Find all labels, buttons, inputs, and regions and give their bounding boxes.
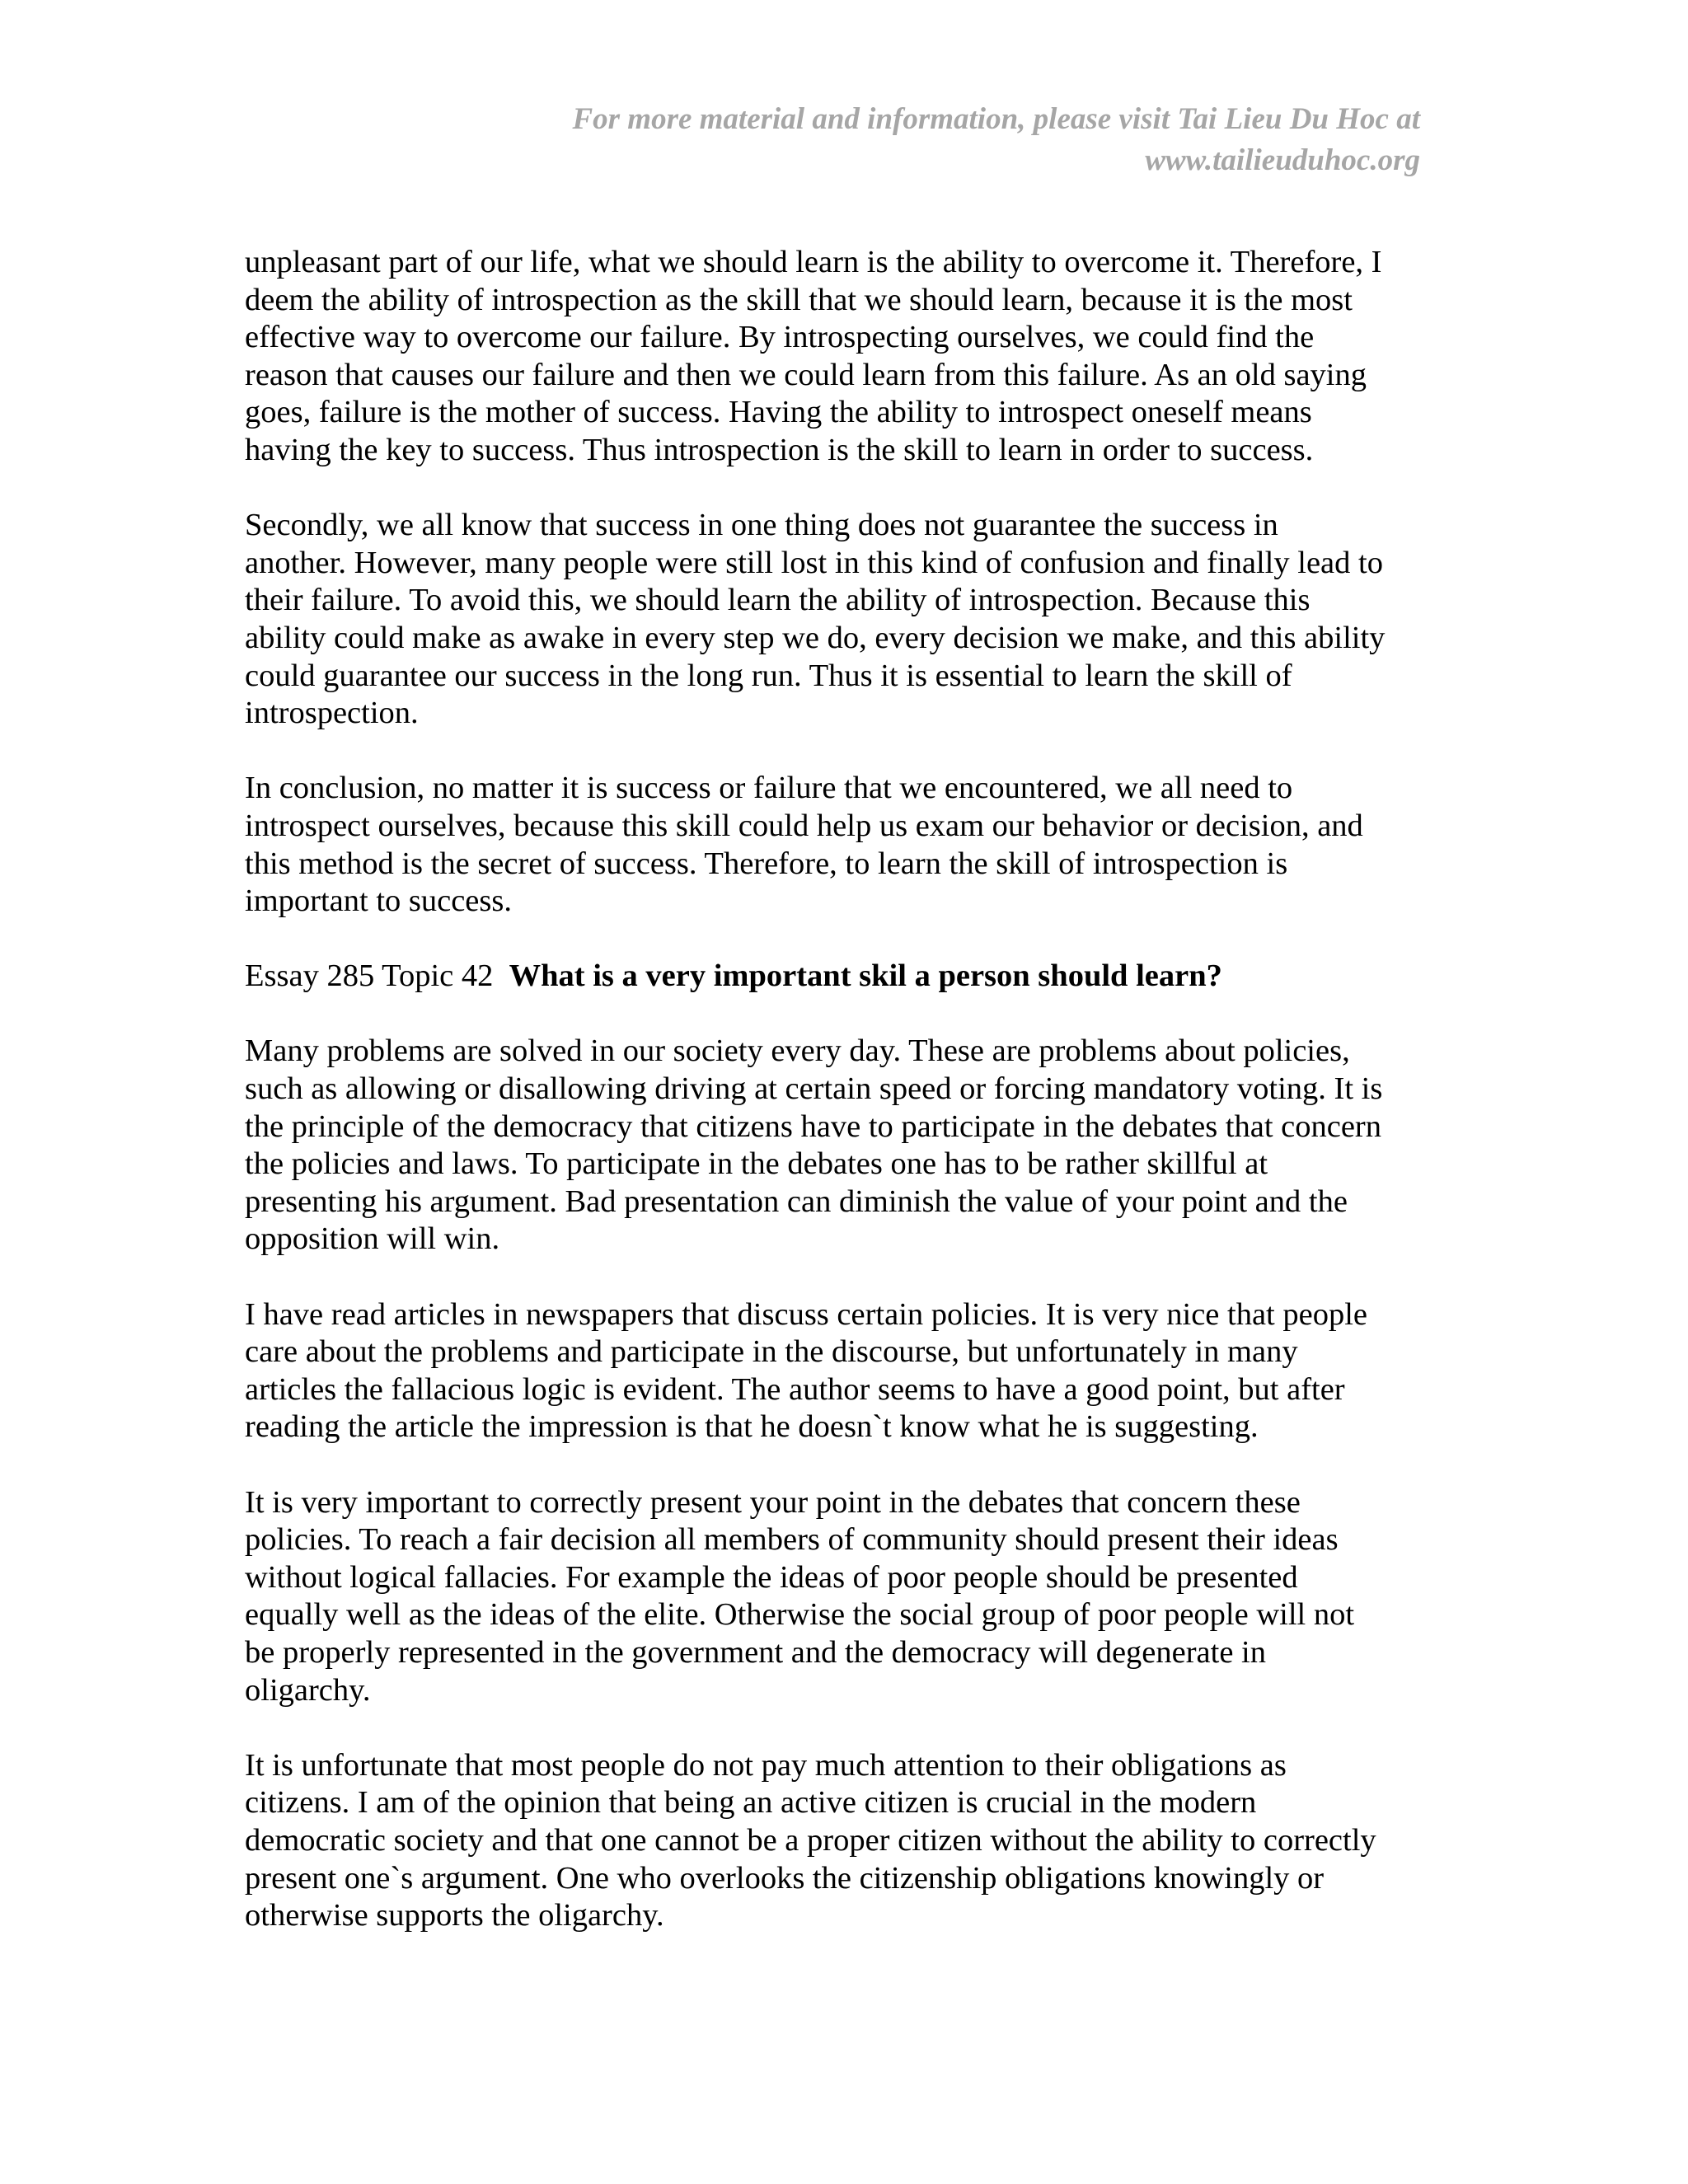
essay-label: Essay 285 Topic 42	[245, 958, 494, 994]
text-line: having the key to success. Thus introspection is the skill to learn in order to success.	[245, 432, 1314, 467]
text-line: Many problems are solved in our society every day. These are problems about policies,	[245, 1033, 1350, 1069]
text-line: the policies and laws. To participate in the debates one has to be rather skillful at	[245, 1146, 1268, 1182]
text-line: oligarchy.	[245, 1672, 371, 1708]
text-line: goes, failure is the mother of success. Having the ability to introspect oneself means	[245, 395, 1312, 430]
text-line: citizens. I am of the opinion that being an active citizen is crucial in the modern	[245, 1785, 1257, 1821]
text-line: It is very important to correctly present your point in the debates that concern these	[245, 1484, 1301, 1520]
page-header-watermark	[431, 99, 1420, 181]
text-line: equally well as the ideas of the elite. Otherwise the social group of poor people will not	[245, 1597, 1355, 1633]
paragraph	[245, 770, 1432, 920]
text-line: their failure. To avoid this, we should learn the ability of introspection. Because this	[245, 583, 1311, 618]
text-line: ability could make as awake in every step we do, every decision we make, and this ability	[245, 620, 1386, 655]
text-line: reading the article the impression is that he doesn`t know what he is suggesting.	[245, 1409, 1259, 1445]
header-line-1: For more material and information, please visit Tai Lieu Du Hoc at	[572, 102, 1420, 136]
text-line: I have read articles in newspapers that discuss certain policies. It is very nice that people	[245, 1296, 1367, 1332]
text-line: without logical fallacies. For example the ideas of poor people should be presented	[245, 1559, 1298, 1595]
text-line: introspect ourselves, because this skill could help us exam our behavior or decision, and	[245, 808, 1363, 843]
text-line: such as allowing or disallowing driving at certain speed or forcing mandatory voting. It is	[245, 1071, 1383, 1107]
text-line: democratic society and that one cannot be a proper citizen without the ability to correctly	[245, 1822, 1376, 1858]
paragraph	[245, 1296, 1432, 1446]
essay-heading	[245, 958, 1432, 996]
text-line: In conclusion, no matter it is success or failure that we encountered, we all need to	[245, 771, 1293, 806]
text-line: another. However, many people were still lost in this kind of confusion and finally lead to	[245, 545, 1383, 580]
text-line: policies. To reach a fair decision all members of community should present their ideas	[245, 1522, 1339, 1558]
text-line: could guarantee our success in the long run. Thus it is essential to learn the skill of	[245, 658, 1292, 693]
paragraph	[245, 1033, 1432, 1258]
paragraph	[245, 1484, 1432, 1710]
text-line: unpleasant part of our life, what we should learn is the ability to overcome it. Therefore, I	[245, 245, 1382, 279]
text-line: articles the fallacious logic is evident. The author seems to have a good point, but after	[245, 1371, 1345, 1407]
document-body	[245, 244, 1432, 1972]
paragraph	[245, 1747, 1432, 1935]
text-line: important to success.	[245, 883, 512, 919]
text-line: It is unfortunate that most people do not pay much attention to their obligations as	[245, 1747, 1287, 1783]
essay-title: What is a very important skil a person should learn?	[509, 958, 1222, 994]
paragraph	[245, 244, 1432, 470]
text-line: effective way to overcome our failure. By introspecting ourselves, we could find the	[245, 320, 1315, 355]
text-line: presenting his argument. Bad presentation can diminish the value of your point and the	[245, 1183, 1348, 1219]
text-line: care about the problems and participate in the discourse, but unfortunately in many	[245, 1334, 1298, 1370]
text-line: the principle of the democracy that citizens have to participate in the debates that concern	[245, 1108, 1381, 1144]
text-line: present one`s argument. One who overlooks the citizenship obligations knowingly or	[245, 1860, 1325, 1896]
text-line: introspection.	[245, 696, 419, 731]
text-line: reason that causes our failure and then we could learn from this failure. As an old saying	[245, 357, 1367, 392]
text-line: Secondly, we all know that success in one thing does not guarantee the success in	[245, 508, 1278, 543]
text-line: deem the ability of introspection as the skill that we should learn, because it is the most	[245, 282, 1353, 317]
header-line-2: www.tailieuduhoc.org	[1145, 143, 1420, 177]
text-line: opposition will win.	[245, 1221, 500, 1257]
text-line: be properly represented in the government and the democracy will degenerate in	[245, 1634, 1266, 1670]
paragraph	[245, 507, 1432, 733]
text-line: otherwise supports the oligarchy.	[245, 1898, 664, 1933]
text-line: this method is the secret of success. Therefore, to learn the skill of introspection is	[245, 846, 1288, 881]
